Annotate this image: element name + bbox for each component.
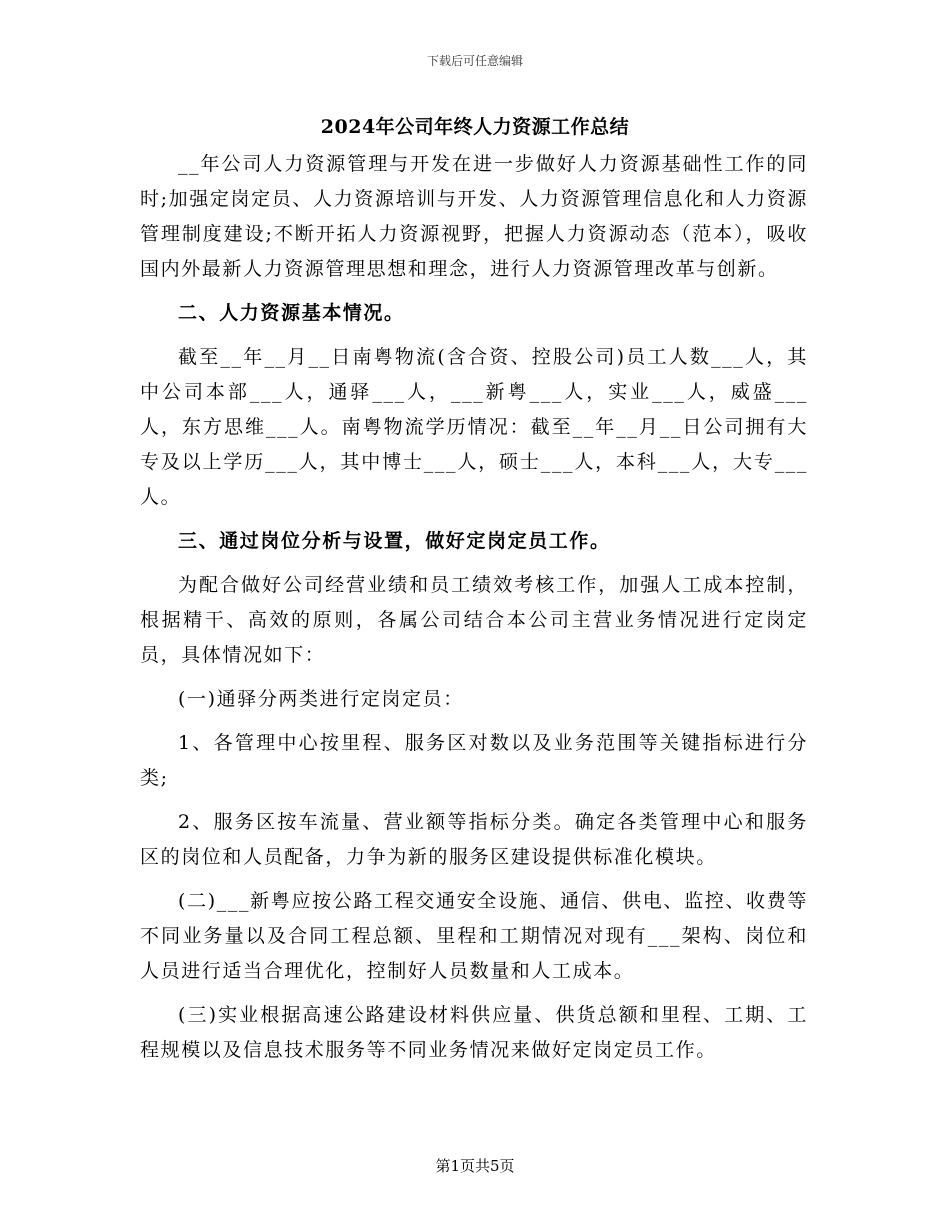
- staff-stats-paragraph: 截至__年__月__日南粤物流(含合资、控股公司)员工人数___人，其中公司本部___人，通驿___人，___新粤___人，实业___人，威盛___人，东方思维___人。南粤物流学历情况：截至__年__月__日公司拥有大专及以上学历___人，其中博士___人，硕士___人，本科___人，大专___人。: [140, 346, 808, 508]
- page-number: 第1页共5页: [435, 1157, 515, 1175]
- document-body: [140, 147, 808, 1077]
- intro-paragraph: __年公司人力资源管理与开发在进一步做好人力资源基础性工作的同时;加强定岗定员、人力资源培训与开发、人力资源管理信息化和人力资源管理制度建设;不断开拓人力资源视野，把握人力资源动态（范本），吸收国内外最新人力资源管理思想和理念，进行人力资源管理改革与创新。: [140, 153, 808, 280]
- header-note: 下载后可任意编辑: [426, 54, 523, 68]
- section-heading-3: 三、通过岗位分析与设置，做好定岗定员工作。: [178, 530, 611, 552]
- item-1-paragraph: 1、各管理中心按里程、服务区对数以及业务范围等关键指标进行分类;: [140, 732, 808, 789]
- subsection-1-paragraph: (一)通驿分两类进行定岗定员：: [178, 688, 464, 710]
- subsection-3-paragraph: (三)实业根据高速公路建设材料供应量、供货总额和里程、工期、工程规模以及信息技术服务等不同业务情况来做好定岗定员工作。: [140, 1004, 808, 1061]
- staffing-intro-paragraph: 为配合做好公司经营业绩和员工绩效考核工作，加强人工成本控制，根据精干、高效的原则，各属公司结合本公司主营业务情况进行定岗定员，具体情况如下：: [140, 574, 808, 666]
- item-2-paragraph: 2、服务区按车流量、营业额等指标分类。确定各类管理中心和服务区的岗位和人员配备，力争为新的服务区建设提供标准化模块。: [140, 811, 808, 868]
- section-heading-2: 二、人力资源基本情况。: [178, 302, 405, 324]
- document-title: 2024年公司年终人力资源工作总结: [320, 116, 630, 138]
- subsection-2-paragraph: (二)___新粤应按公路工程交通安全设施、通信、供电、监控、收费等不同业务量以及合同工程总额、里程和工期情况对现有___架构、岗位和人员进行适当合理优化，控制好人员数量和人工成本。: [140, 890, 808, 982]
